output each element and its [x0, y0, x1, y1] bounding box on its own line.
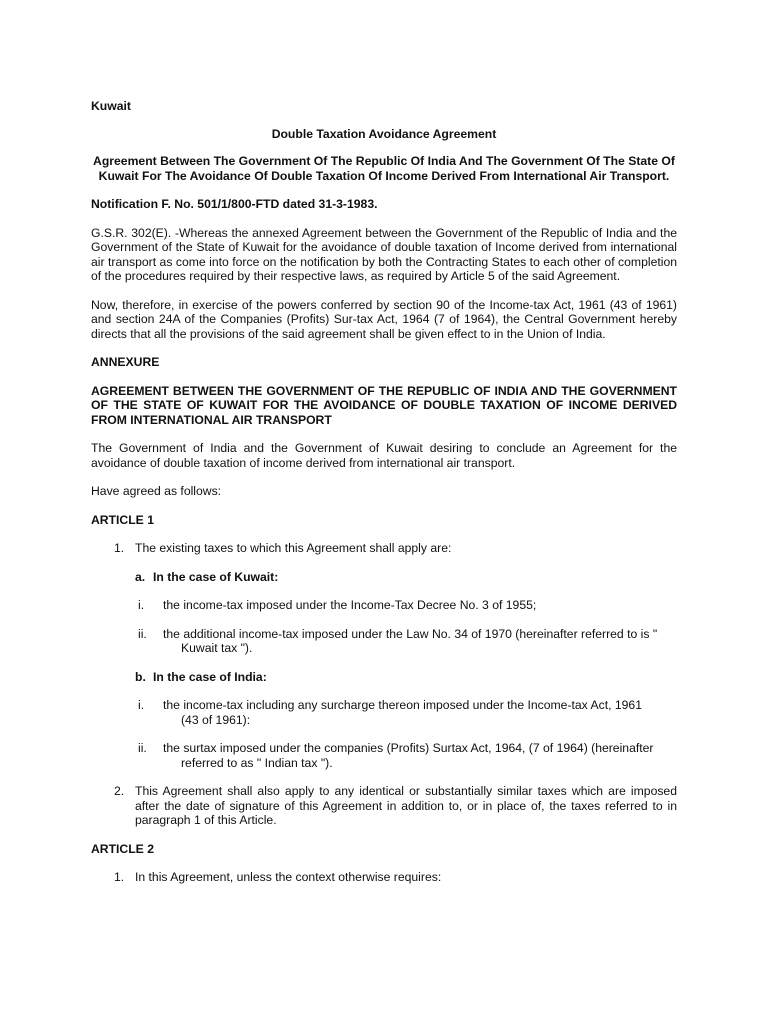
document-title: Double Taxation Avoidance Agreement [271, 126, 497, 141]
list-item-text: the income-tax including any surcharge thereon imposed under the Income-tax Act, 1961 [163, 698, 642, 712]
list-item-text: In the case of India: [153, 669, 267, 684]
now-therefore-paragraph: Now, therefore, in exercise of the powers conferred by section 90 of the Income-tax Act, 1961 (43 of 1961) and section 24A of the Companies (Profits) Sur-tax Act, 1964 (7 of 1964), the Central Government hereby directs that all the provisions of the said agreement shall be given effect to in the Union of India. [91, 297, 677, 341]
article-1-b-i [91, 698, 677, 727]
list-item-text-continued: (43 of 1961): [181, 712, 251, 727]
list-marker: ii. [138, 626, 147, 641]
list-item-text: the income-tax imposed under the Income-Tax Decree No. 3 of 1955; [163, 598, 537, 612]
list-item-text: the additional income-tax imposed under the Law No. 34 of 1970 (hereinafter referred to is " [163, 626, 658, 641]
article-1-heading: ARTICLE 1 [91, 512, 154, 527]
article-1-a-i [91, 598, 677, 613]
article-1-item-1 [91, 541, 677, 556]
list-marker: 1. [114, 541, 125, 555]
notification-line: Notification F. No. 501/1/800-FTD dated 31-3-1983. [91, 197, 378, 211]
gsr-paragraph: G.S.R. 302(E). -Whereas the annexed Agreement between the Government of the Republic of India and the Government of the State of Kuwait for the avoidance of double taxation of Income derived from international air transport as come into force on the notification by both the Contracting States to each other of completion of the procedures required by their respective laws, as required by Article 5 of the said Agreement. [91, 225, 677, 283]
list-marker: i. [138, 698, 145, 712]
list-marker: 2. [114, 784, 125, 798]
list-item-text: In the case of Kuwait: [153, 569, 279, 584]
article-1-a-ii [91, 627, 677, 656]
annexure-heading: ANNEXURE [91, 355, 160, 369]
list-item-text: In this Agreement, unless the context otherwise requires: [135, 870, 442, 884]
article-1-item-2 [91, 784, 677, 828]
preamble-paragraph: The Government of India and the Government of Kuwait desiring to conclude an Agreement for the avoidance of double taxation of income derived from international air transport. [91, 441, 677, 470]
country-label: Kuwait [91, 99, 131, 113]
article-2-heading: ARTICLE 2 [91, 841, 154, 856]
agreed-line: Have agreed as follows: [91, 484, 222, 498]
article-2-item-1 [91, 870, 677, 885]
document-page [91, 99, 677, 899]
list-item-text: The existing taxes to which this Agreement shall apply are: [135, 541, 452, 555]
list-marker: b. [135, 669, 146, 684]
list-item-text: This Agreement shall also apply to any identical or substantially similar taxes which are imposed after the date of signature of this Agreement in addition to, or in place of, the taxes referred to in paragraph 1 of this Article. [135, 784, 677, 827]
article-1-sub-b [91, 670, 677, 685]
list-marker: ii. [138, 741, 147, 755]
agreement-heading: AGREEMENT BETWEEN THE GOVERNMENT OF THE REPUBLIC OF INDIA AND THE GOVERNMENT OF THE STATE OF KUWAIT FOR THE AVOIDANCE OF DOUBLE TAXATION OF INCOME DERIVED FROM INTERNATIONAL AIR TRANSPORT [91, 383, 677, 427]
list-marker: 1. [114, 870, 125, 884]
list-item-text-continued: Kuwait tax "). [181, 641, 253, 655]
agreement-long-title: Agreement Between The Government Of The Republic Of India And The Government Of The State Of Kuwait For The Avoidance Of Double Taxation Of Income Derived From International Air Transport. [93, 154, 675, 183]
article-1-sub-a [91, 570, 677, 585]
list-item-text-continued: referred to as " Indian tax "). [181, 755, 333, 770]
list-marker: i. [138, 598, 145, 612]
list-marker: a. [135, 569, 146, 584]
article-1-b-ii [91, 741, 677, 770]
list-item-text: the surtax imposed under the companies (Profits) Surtax Act, 1964, (7 of 1964) (hereinafter [163, 741, 654, 755]
